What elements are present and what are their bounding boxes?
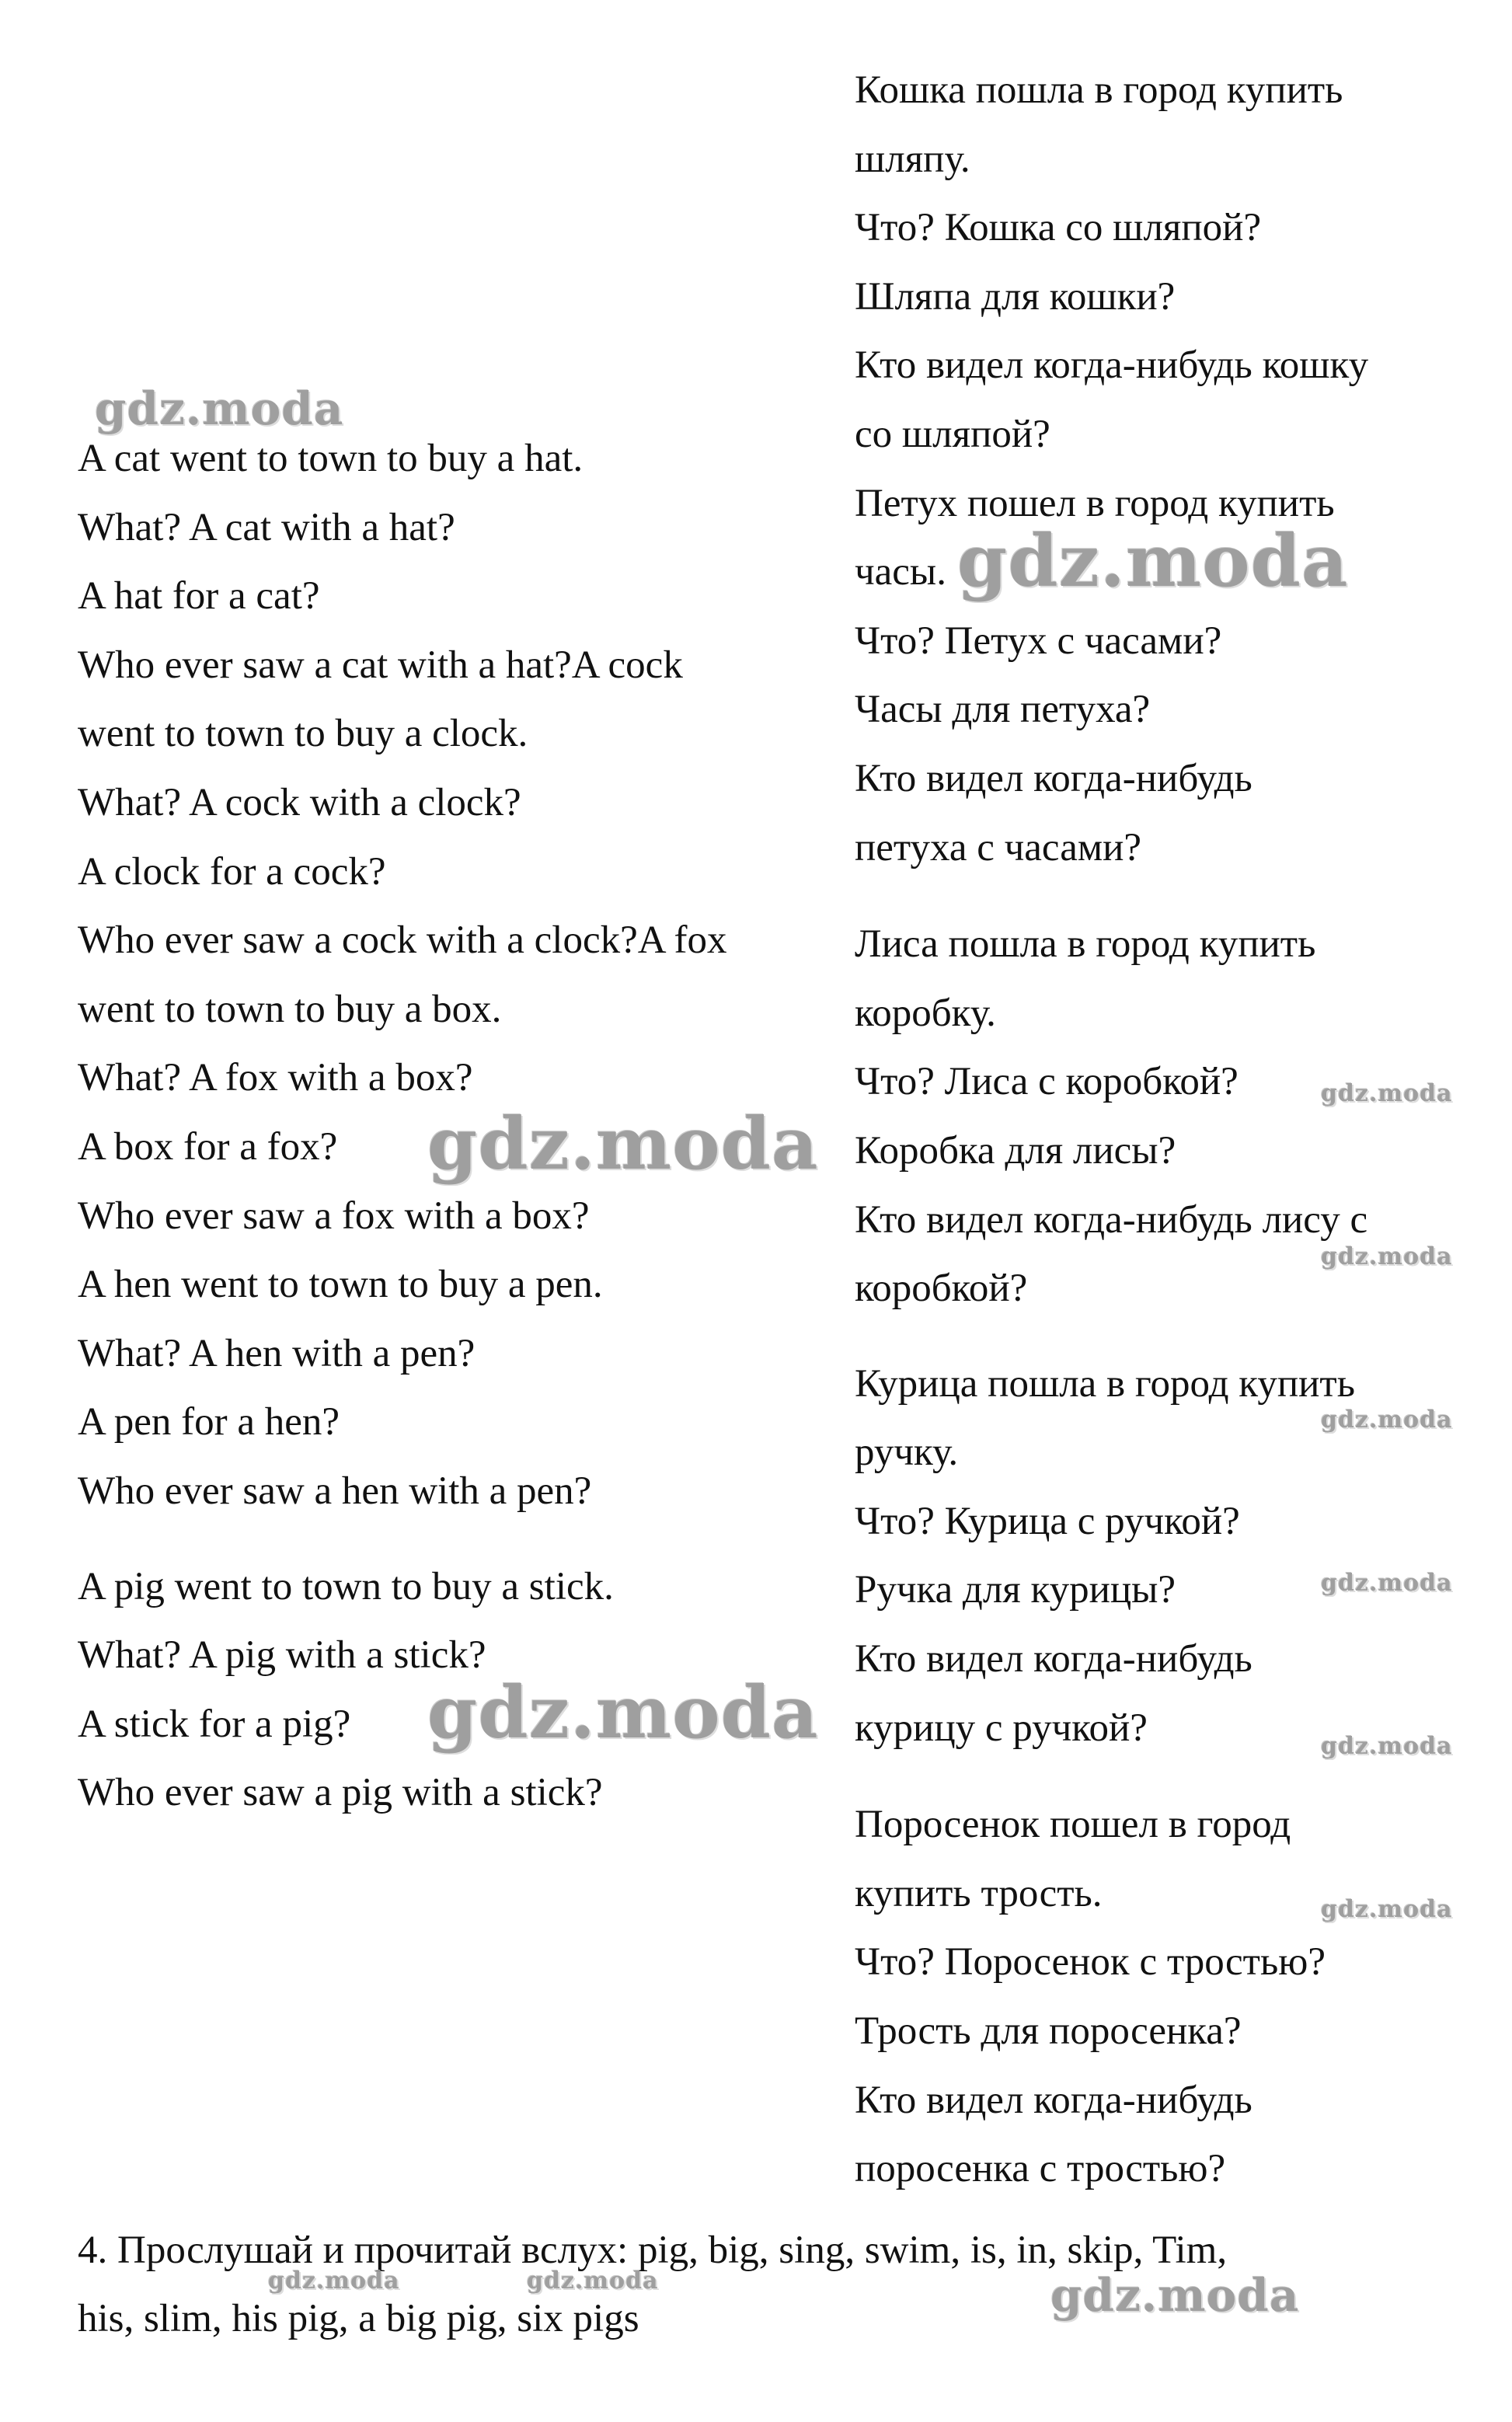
russian-line: часы. bbox=[855, 550, 946, 594]
russian-line: со шляпой? bbox=[855, 412, 1050, 456]
stanza-gap bbox=[855, 882, 1368, 910]
russian-line: Трость для поросенка? bbox=[855, 2009, 1242, 2054]
russian-line: Кто видел когда-нибудь bbox=[855, 1637, 1252, 1681]
english-line: Who ever saw a pig with a stick? bbox=[78, 1771, 603, 1815]
russian-line: Что? Петух с часами? bbox=[855, 619, 1222, 663]
russian-line: поросенка с тростью? bbox=[855, 2147, 1226, 2191]
russian-line: Ручка для курицы? bbox=[855, 1568, 1176, 1612]
stanza-gap bbox=[855, 1762, 1368, 1790]
russian-stanza-fox bbox=[855, 910, 1368, 1323]
watermark-logo: gdz.moda bbox=[527, 2267, 659, 2295]
russian-stanza-pig bbox=[855, 1790, 1368, 2204]
russian-stanza-hen bbox=[855, 1350, 1368, 1763]
english-line: A stick for a pig? bbox=[78, 1702, 351, 1746]
english-line: A hen went to town to buy a pen. bbox=[78, 1263, 603, 1307]
english-line: What? A cat with a hat? bbox=[78, 505, 455, 549]
russian-line: Кто видел когда-нибудь кошку bbox=[855, 343, 1369, 388]
english-line: A box for a fox? bbox=[78, 1124, 338, 1169]
english-line: A cat went to town to buy a hat. bbox=[78, 437, 584, 480]
watermark-logo: gdz.moda bbox=[1321, 1406, 1453, 1434]
task-line-1: 4. Прослушай и прочитай вслух: pig, big, sing, swim, is, in, skip, Tim, bbox=[78, 2229, 1228, 2272]
watermark-logo: gdz.moda bbox=[427, 1671, 819, 1755]
russian-translation bbox=[855, 56, 1368, 2204]
russian-line: Кошка пошла в город купить bbox=[855, 68, 1343, 112]
russian-line: Поросенок пошел в город bbox=[855, 1803, 1291, 1847]
english-line: Who ever saw a hen with a pen? bbox=[78, 1469, 592, 1513]
watermark-logo: gdz.moda bbox=[957, 519, 1349, 603]
russian-line: Кто видел когда-нибудь bbox=[855, 2078, 1252, 2122]
stanza-gap bbox=[855, 1323, 1368, 1350]
russian-line: ручку. bbox=[855, 1431, 959, 1475]
russian-line: Часы для петуха? bbox=[855, 688, 1151, 732]
english-poem bbox=[78, 424, 727, 1828]
english-line: Who ever saw a cat with a hat?A cock bbox=[78, 643, 683, 687]
russian-line: Кто видел когда-нибудь лису с bbox=[855, 1197, 1368, 1242]
russian-line: Коробка для лисы? bbox=[855, 1128, 1176, 1173]
watermark-logo: gdz.moda bbox=[1321, 1896, 1453, 1923]
russian-line: Что? Кошка со шляпой? bbox=[855, 206, 1262, 250]
english-line: went to town to buy a box. bbox=[78, 987, 502, 1031]
english-line: A hat for a cat? bbox=[78, 574, 320, 619]
english-line: A clock for a cock? bbox=[78, 849, 386, 894]
russian-line: коробкой? bbox=[855, 1267, 1028, 1311]
english-line: A pen for a hen? bbox=[78, 1400, 340, 1444]
english-line: went to town to buy a clock. bbox=[78, 712, 528, 756]
english-line: What? A pig with a stick? bbox=[78, 1633, 486, 1678]
russian-line: Что? Лиса с коробкой? bbox=[855, 1060, 1239, 1104]
russian-line: Лиса пошла в город купить bbox=[855, 922, 1316, 967]
russian-line: купить трость. bbox=[855, 1871, 1103, 1915]
watermark-logo: gdz.moda bbox=[1321, 1243, 1453, 1270]
russian-line: Кто видел когда-нибудь bbox=[855, 756, 1252, 800]
task-line-2: his, slim, his pig, a big pig, six pigs bbox=[78, 2297, 639, 2340]
watermark-logo: gdz.moda bbox=[1321, 1080, 1453, 1107]
watermark-logo: gdz.moda bbox=[268, 2267, 400, 2295]
russian-line: шляпу. bbox=[855, 137, 970, 181]
task-4 bbox=[78, 2216, 1476, 2353]
russian-line: Что? Курица с ручкой? bbox=[855, 1499, 1240, 1543]
english-line: A pig went to town to buy a stick. bbox=[78, 1564, 614, 1608]
stanza-gap bbox=[78, 1526, 727, 1553]
watermark-logo: gdz.moda bbox=[1321, 1733, 1453, 1760]
russian-line: коробку. bbox=[855, 991, 996, 1035]
russian-line: Что? Поросенок с тростью? bbox=[855, 1940, 1326, 1985]
english-line: Who ever saw a fox with a box? bbox=[78, 1194, 590, 1238]
russian-stanza-cat-cock bbox=[855, 56, 1368, 882]
english-stanza-1 bbox=[78, 424, 727, 1526]
watermark-logo: gdz.moda bbox=[95, 382, 344, 435]
watermark-logo: gdz.moda bbox=[1321, 1570, 1453, 1597]
russian-line: петуха с часами? bbox=[855, 825, 1142, 869]
russian-line: Петух пошел в город купить bbox=[855, 481, 1335, 525]
watermark-logo: gdz.moda bbox=[1050, 2269, 1300, 2322]
english-line: What? A cock with a clock? bbox=[78, 780, 521, 824]
russian-line: Курица пошла в город купить bbox=[855, 1361, 1355, 1406]
watermark-logo: gdz.moda bbox=[427, 1102, 819, 1186]
english-line: What? A hen with a pen? bbox=[78, 1331, 476, 1375]
english-line: Who ever saw a cock with a clock?A fox bbox=[78, 918, 727, 963]
english-stanza-2 bbox=[78, 1553, 727, 1828]
russian-line: курицу с ручкой? bbox=[855, 1706, 1148, 1750]
english-line: What? A fox with a box? bbox=[78, 1056, 473, 1100]
russian-line: Шляпа для кошки? bbox=[855, 274, 1176, 319]
